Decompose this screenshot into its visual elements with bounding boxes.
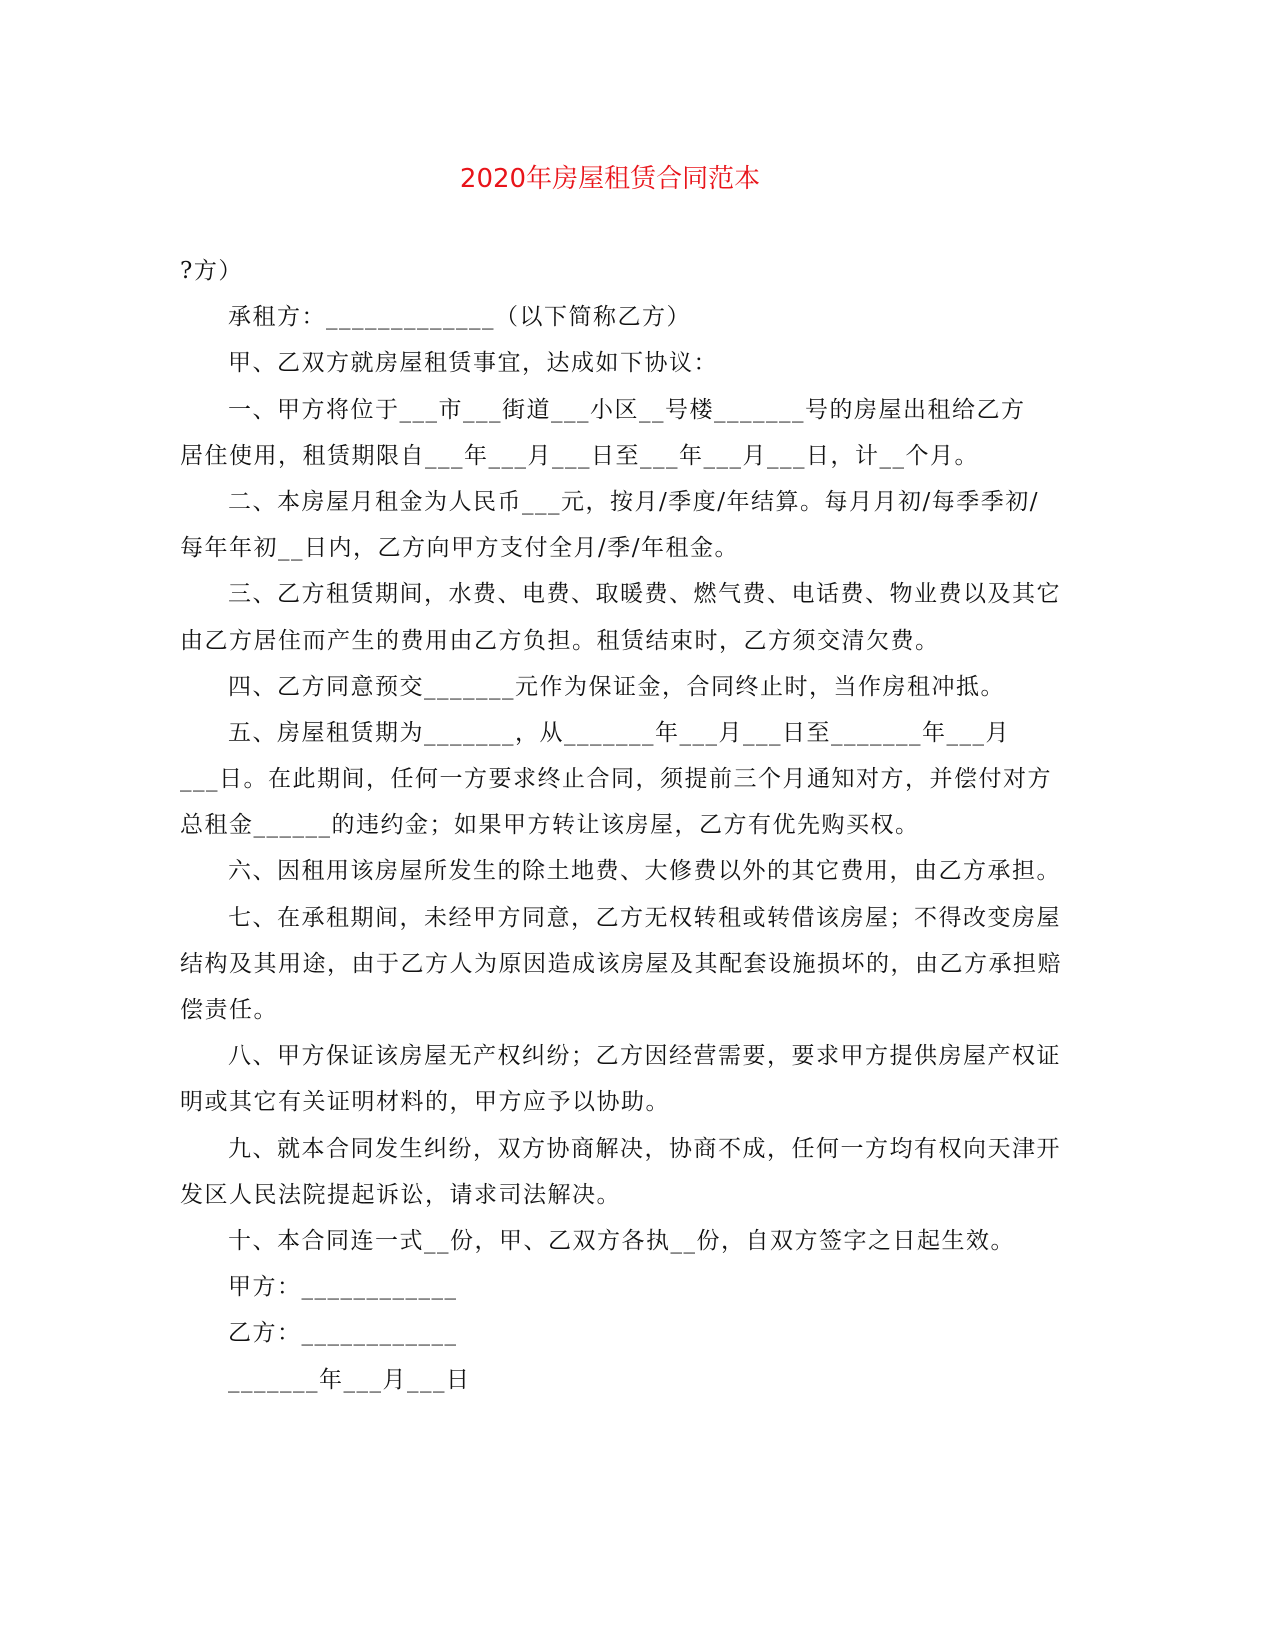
clause-5-line-1: 五、房屋租赁期为_______，从_______年___月___日至_______年___月 (228, 719, 1010, 746)
document-title: 2020年房屋租赁合同范本 (459, 164, 761, 194)
clause-10-line-1: 十、本合同连一式__份，甲、乙双方各执__份，自双方签字之日起生效。 (228, 1227, 1015, 1254)
signing-date: _______年___月___日 (228, 1366, 471, 1393)
agreement-intro: 甲、乙双方就房屋租赁事宜，达成如下协议： (228, 350, 718, 377)
clause-4-line-1: 四、乙方同意预交_______元作为保证金，合同终止时，当作房租冲抵。 (228, 673, 1005, 700)
clause-6-line-1: 六、因租用该房屋所发生的除土地费、大修费以外的其它费用，由乙方承担。 (228, 858, 1061, 885)
party-a-signature: 甲方：____________ (228, 1274, 458, 1301)
lessee-line: 承租方：_____________（以下简称乙方） (228, 304, 691, 331)
clause-3-line-2: 由乙方居住而产生的费用由乙方负担。租赁结束时，乙方须交清欠费。 (180, 627, 940, 654)
clause-9-line-2: 发区人民法院提起诉讼，请求司法解决。 (180, 1181, 621, 1208)
clause-7-line-3: 偿责任。 (180, 997, 278, 1023)
clause-7-line-2: 结构及其用途，由于乙方人为原因造成该房屋及其配套设施损坏的，由乙方承担赔 (180, 950, 1062, 977)
clause-3-line-1: 三、乙方租赁期间，水费、电费、取暖费、燃气费、电话费、物业费以及其它 (228, 581, 1061, 608)
clause-7-line-1: 七、在承租期间，未经甲方同意，乙方无权转租或转借该房屋；不得改变房屋 (228, 904, 1061, 931)
clause-5-line-2: ___日。在此期间，任何一方要求终止合同，须提前三个月通知对方，并偿付对方 (180, 766, 1052, 793)
clause-2-line-1: 二、本房屋月租金为人民币___元，按月/季度/年结算。每月月初/每季季初/ (228, 488, 1039, 515)
clause-9-line-1: 九、就本合同发生纠纷，双方协商解决，协商不成，任何一方均有权向天津开 (228, 1135, 1061, 1162)
party-b-signature: 乙方：____________ (228, 1320, 458, 1347)
party-a-fragment: ?方） (180, 258, 243, 284)
clause-1-line-2: 居住使用，租赁期限自___年___月___日至___年___月___日，计__个月。 (180, 442, 979, 469)
clause-8-line-1: 八、甲方保证该房屋无产权纠纷；乙方因经营需要，要求甲方提供房屋产权证 (228, 1043, 1061, 1070)
clause-8-line-2: 明或其它有关证明材料的，甲方应予以协助。 (180, 1089, 670, 1116)
clause-2-line-2: 每年年初__日内，乙方向甲方支付全月/季/年租金。 (180, 535, 739, 562)
contract-body (180, 248, 1062, 1403)
clause-1-line-1: 一、甲方将位于___市___街道___小区__号楼_______号的房屋出租给乙方 (228, 396, 1026, 423)
clause-5-line-3: 总租金______的违约金；如果甲方转让该房屋，乙方有优先购买权。 (180, 812, 920, 839)
